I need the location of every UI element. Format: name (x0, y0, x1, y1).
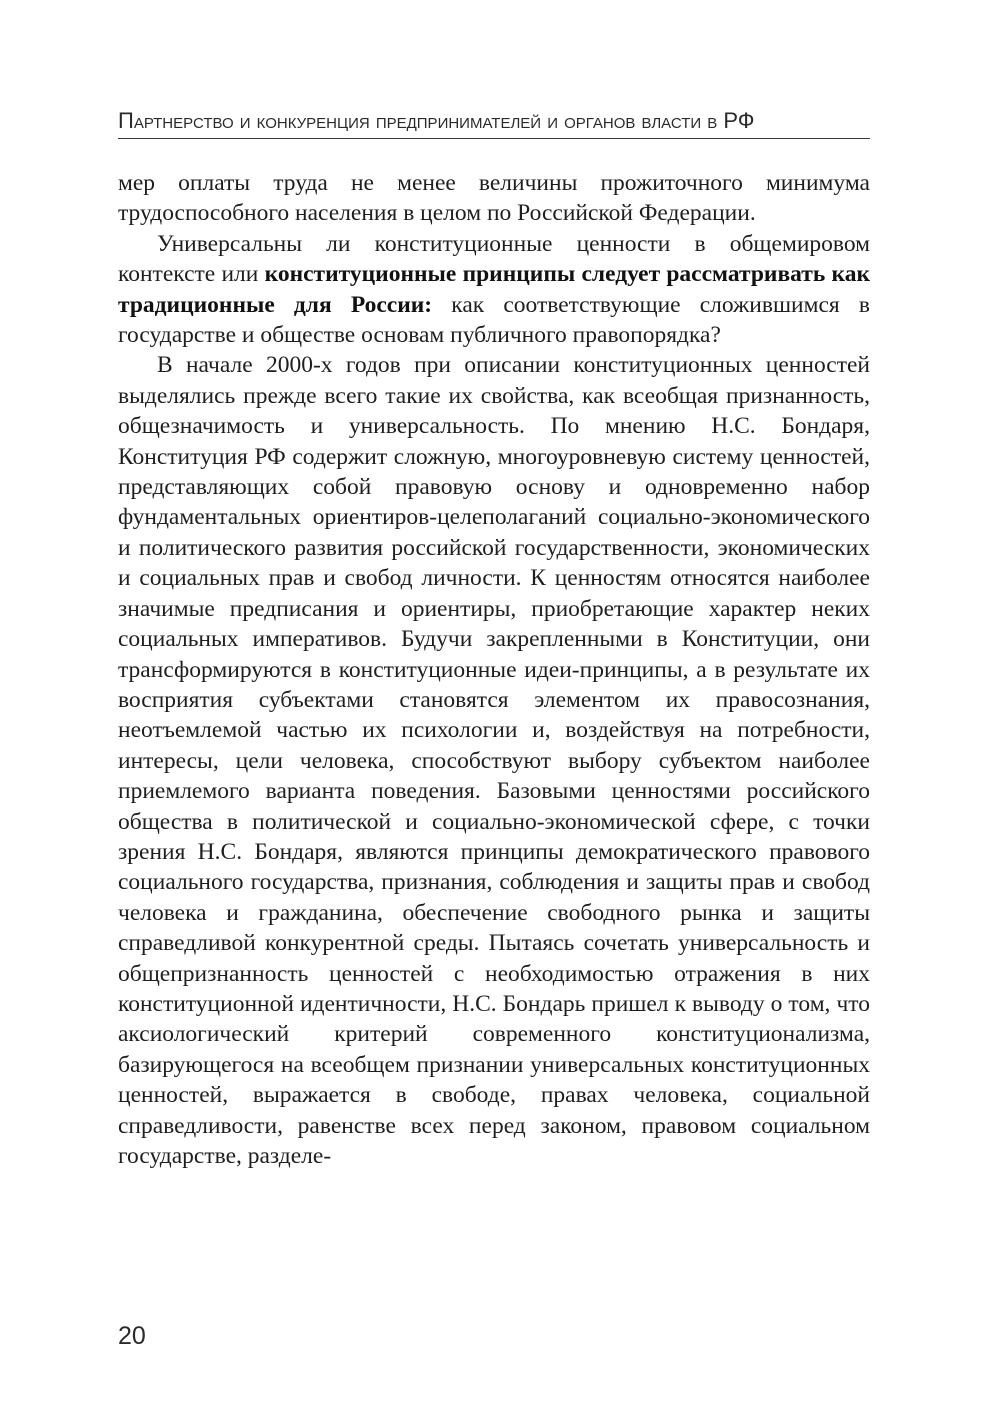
running-header (118, 110, 870, 139)
main-text (118, 168, 870, 1171)
paragraph-values: В начале 2000-х годов при описании конституционных ценностей выделялись прежде всего такие их свойства, как всеобщая признанность, общезначимость и универсальность. По мнению Н.С. Бондаря, Конституция РФ содержит сложную, многоуровневую систему ценностей, представляющих собой правовую основу и одновременно набор фундаментальных ориентиров-целеполаганий социально-экономического и политического развития российской государственности, экономических и социальных прав и свобод личности. К ценностям относятся наиболее значимые предписания и ориентиры, приобретающие характер неких социальных императивов. Будучи закрепленными в Конституции, они трансформируются в конституционные идеи-принципы, а в результате их восприятия субъектами становятся элементом их правосознания, неотъемлемой частью их психологии и, воздействуя на потребности, интересы, цели человека, способствуют выбору субъектом наиболее приемлемого варианта поведения. Базовыми ценностями российского общества в политической и социально-экономической сфере, с точки зрения Н.С. Бондаря, являются принципы демократического правового социального государства, признания, соблюдения и защиты прав и свобод человека и гражданина, обеспечение свободного рынка и защиты справедливой конкурентной среды. Пытаясь сочетать универсальность и общепризнанность ценностей с необходимостью отражения в них конституционной идентичности, Н.С. Бондарь пришел к выводу о том, что аксиологический критерий современного конституционализма, базирующегося на всеобщем признании универсальных конституционных ценностей, выражается в свободе, правах человека, социальной справедливости, равенстве всех перед законом, правовом социальном государстве, разделе- (118, 352, 870, 1169)
paragraph-question-start: Универсальны ли конституционные ценности в общемировом контексте или (118, 230, 870, 288)
paragraph-question-emphasis: конституционные принципы следует рассматривать как традиционные для России: (118, 261, 871, 318)
page-number: 20 (118, 1322, 146, 1350)
paragraph-question (118, 229, 870, 351)
paragraph-continuation: мер оплаты труда не менее величины прожиточного минимума трудоспособного населения в целом по Российской Федерации. (118, 170, 870, 227)
paragraph-question-end: как соответствующие сложившимся в государстве и обществе основам публичного правопорядка? (118, 291, 870, 349)
running-header-title: Партнерство и конкуренция предпринимателей и органов власти в РФ (118, 108, 755, 133)
